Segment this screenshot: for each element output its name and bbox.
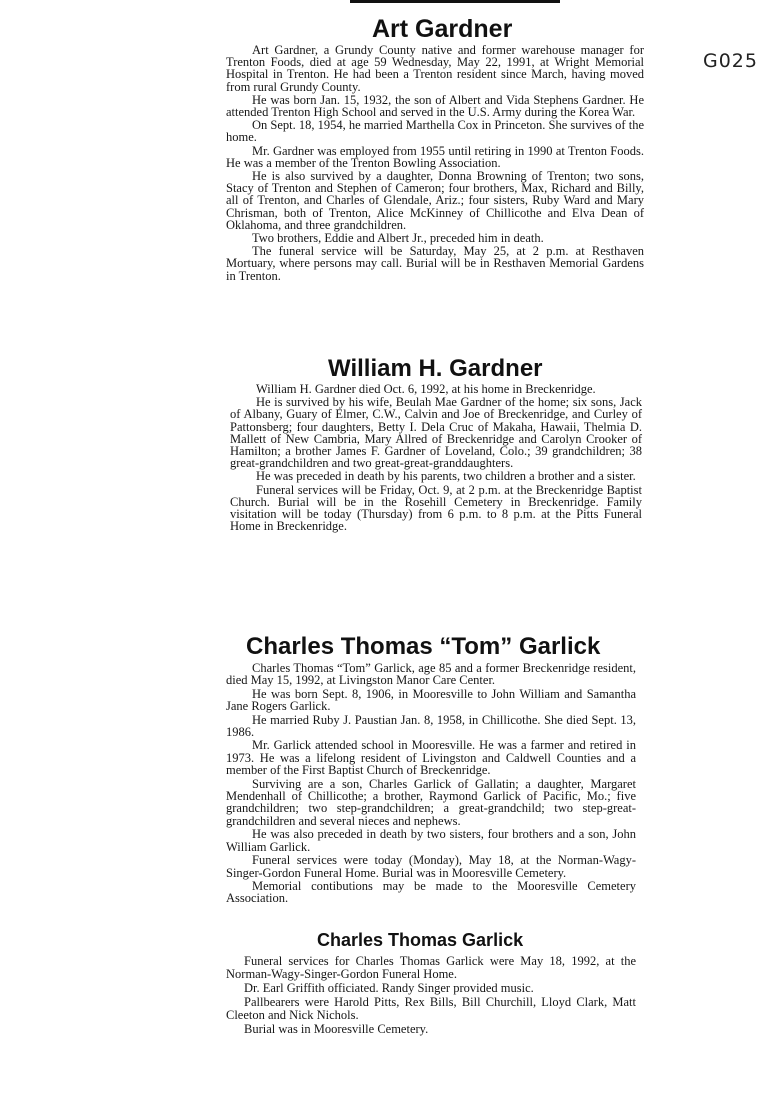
- obituary-paragraph: William H. Gardner died Oct. 6, 1992, at his home in Breckenridge.: [256, 382, 596, 396]
- obituary-paragraph: Burial was in Mooresville Cemetery.: [244, 1022, 429, 1036]
- obituary-paragraph: Two brothers, Eddie and Albert Jr., preceded him in death.: [252, 231, 544, 246]
- obituary-paragraph: Funeral services were today (Monday), May 18, at the Norman-Wagy-Singer-Gordon Funeral Home. Burial was in Mooresville Cemetery.: [226, 853, 636, 880]
- obituary-body-william-gardner: [230, 383, 642, 533]
- obituary-paragraph: Funeral services will be Friday, Oct. 9, at 2 p.m. at the Breckenridge Baptist Church. Burial will be in the Rosehill Cemetery in Breckenridge. Family visitation will be today (Thursday) from 6 p.m. to 8 p.m. at the Pitts Funeral Home in Breckenridge.: [230, 482, 642, 534]
- obituary-paragraph: Dr. Earl Griffith officiated. Randy Singer provided music.: [244, 981, 534, 995]
- obituary-paragraph: The funeral service will be Saturday, May 25, at 2 p.m. at Resthaven Mortuary, where persons may call. Burial will be in Resthaven Memorial Gardens in Trenton.: [226, 244, 644, 283]
- obituary-paragraph: Art Gardner, a Grundy County native and former warehouse manager for Trenton Foods, died at age 59 Wednesday, May 22, 1991, at Wright Memorial Hospital in Trenton. He had been a Trenton resident since March, having moved from rural Grundy County.: [226, 43, 644, 94]
- obituary-paragraph: Mr. Garlick attended school in Mooresville. He was a farmer and retired in 1973. He was a lifelong resident of Livingston and Caldwell Counties and a member of the First Baptist Church of Breckenridge.: [226, 738, 636, 778]
- obituary-paragraph: Memorial contibutions may be made to the Mooresville Cemetery Association.: [226, 878, 636, 906]
- obituary-paragraph: He is also survived by a daughter, Donna Browning of Trenton; two sons, Stacy of Trenton and Stephen of Cameron; four brothers, Max, Richard and Billy, all of Trenton, and Charles of Glendale, Ariz.; four sisters, Ruby Ward and Mary Chrisman, both of Trenton, Alice McKinney of Chillicothe and Elva Dean of Oklahoma, and three grandchildren.: [226, 169, 644, 232]
- obituary-headline-william-gardner: William H. Gardner: [328, 355, 543, 382]
- obituary-paragraph: Charles Thomas “Tom” Garlick, age 85 and a former Breckenridge resident, died May 15, 1992, at Livingston Manor Care Center.: [226, 661, 636, 688]
- obituary-paragraph: Surviving are a son, Charles Garlick of Gallatin; a daughter, Margaret Mendenhall of Chillicothe; a brother, Raymond Garlick of Pacific, Mo.; five grandchildren; two step-grandchildren; a great-grandchild; two step-great-grandchildren and several nieces and nephews.: [226, 776, 636, 828]
- obituary-paragraph: He is survived by his wife, Beulah Mae Gardner of the home; six sons, Jack of Albany, Guary of Elmer, C.W., Calvin and Joe of Breckenridge, and Curley of Pattonsberg; four daughters, Betty I. Dela Cruc of Makaha, Hawaii, Thelmia D. Mallett of New Cambria, Mary Allred of Breckenridge and Carolyn Crooker of Hamilton; a brother James F. Gardner of Loveland, Colo.; 39 grandchildren; 38 great-grandchildren and two great-great-granddaughters.: [230, 395, 642, 471]
- obituary-paragraph: He was also preceded in death by two sisters, four brothers and a son, John William Garlick.: [226, 827, 636, 854]
- obituary-headline-charles-garlick-funeral: Charles Thomas Garlick: [317, 930, 524, 950]
- top-rule: [350, 0, 560, 3]
- obituary-paragraph: Funeral services for Charles Thomas Garlick were May 18, 1992, at the Norman-Wagy-Singer-Gordon Funeral Home.: [226, 954, 636, 981]
- obituary-paragraph: He was born Jan. 15, 1932, the son of Albert and Vida Stephens Gardner. He attended Trenton High School and served in the U.S. Army during the Korea War.: [226, 92, 644, 120]
- obituary-paragraph: He was born Sept. 8, 1906, in Mooresville to John William and Samantha Jane Rogers Garlick.: [226, 686, 636, 714]
- obituary-body-charles-garlick-funeral: [226, 955, 636, 1037]
- obituary-paragraph: He was preceded in death by his parents, two children a brother and a sister.: [256, 469, 636, 484]
- obituary-paragraph: On Sept. 18, 1954, he married Marthella Cox in Princeton. She survives of the home.: [226, 118, 644, 145]
- obituary-headline-art-gardner: Art Gardner: [372, 15, 513, 43]
- handwritten-file-code: G025: [703, 50, 758, 72]
- obituary-paragraph: Mr. Gardner was employed from 1955 until retiring in 1990 at Trenton Foods. He was a member of the Trenton Bowling Association.: [226, 143, 644, 170]
- obituary-headline-charles-tom-garlick: Charles Thomas “Tom” Garlick: [246, 633, 601, 660]
- obituary-body-charles-tom-garlick: [226, 662, 636, 906]
- obituary-body-art-gardner: [226, 44, 644, 283]
- obituary-paragraph: Pallbearers were Harold Pitts, Rex Bills, Bill Churchill, Lloyd Clark, Matt Cleeton and Nick Nichols.: [226, 995, 636, 1022]
- obituary-paragraph: He married Ruby J. Paustian Jan. 8, 1958, in Chillicothe. She died Sept. 13, 1986.: [226, 712, 636, 740]
